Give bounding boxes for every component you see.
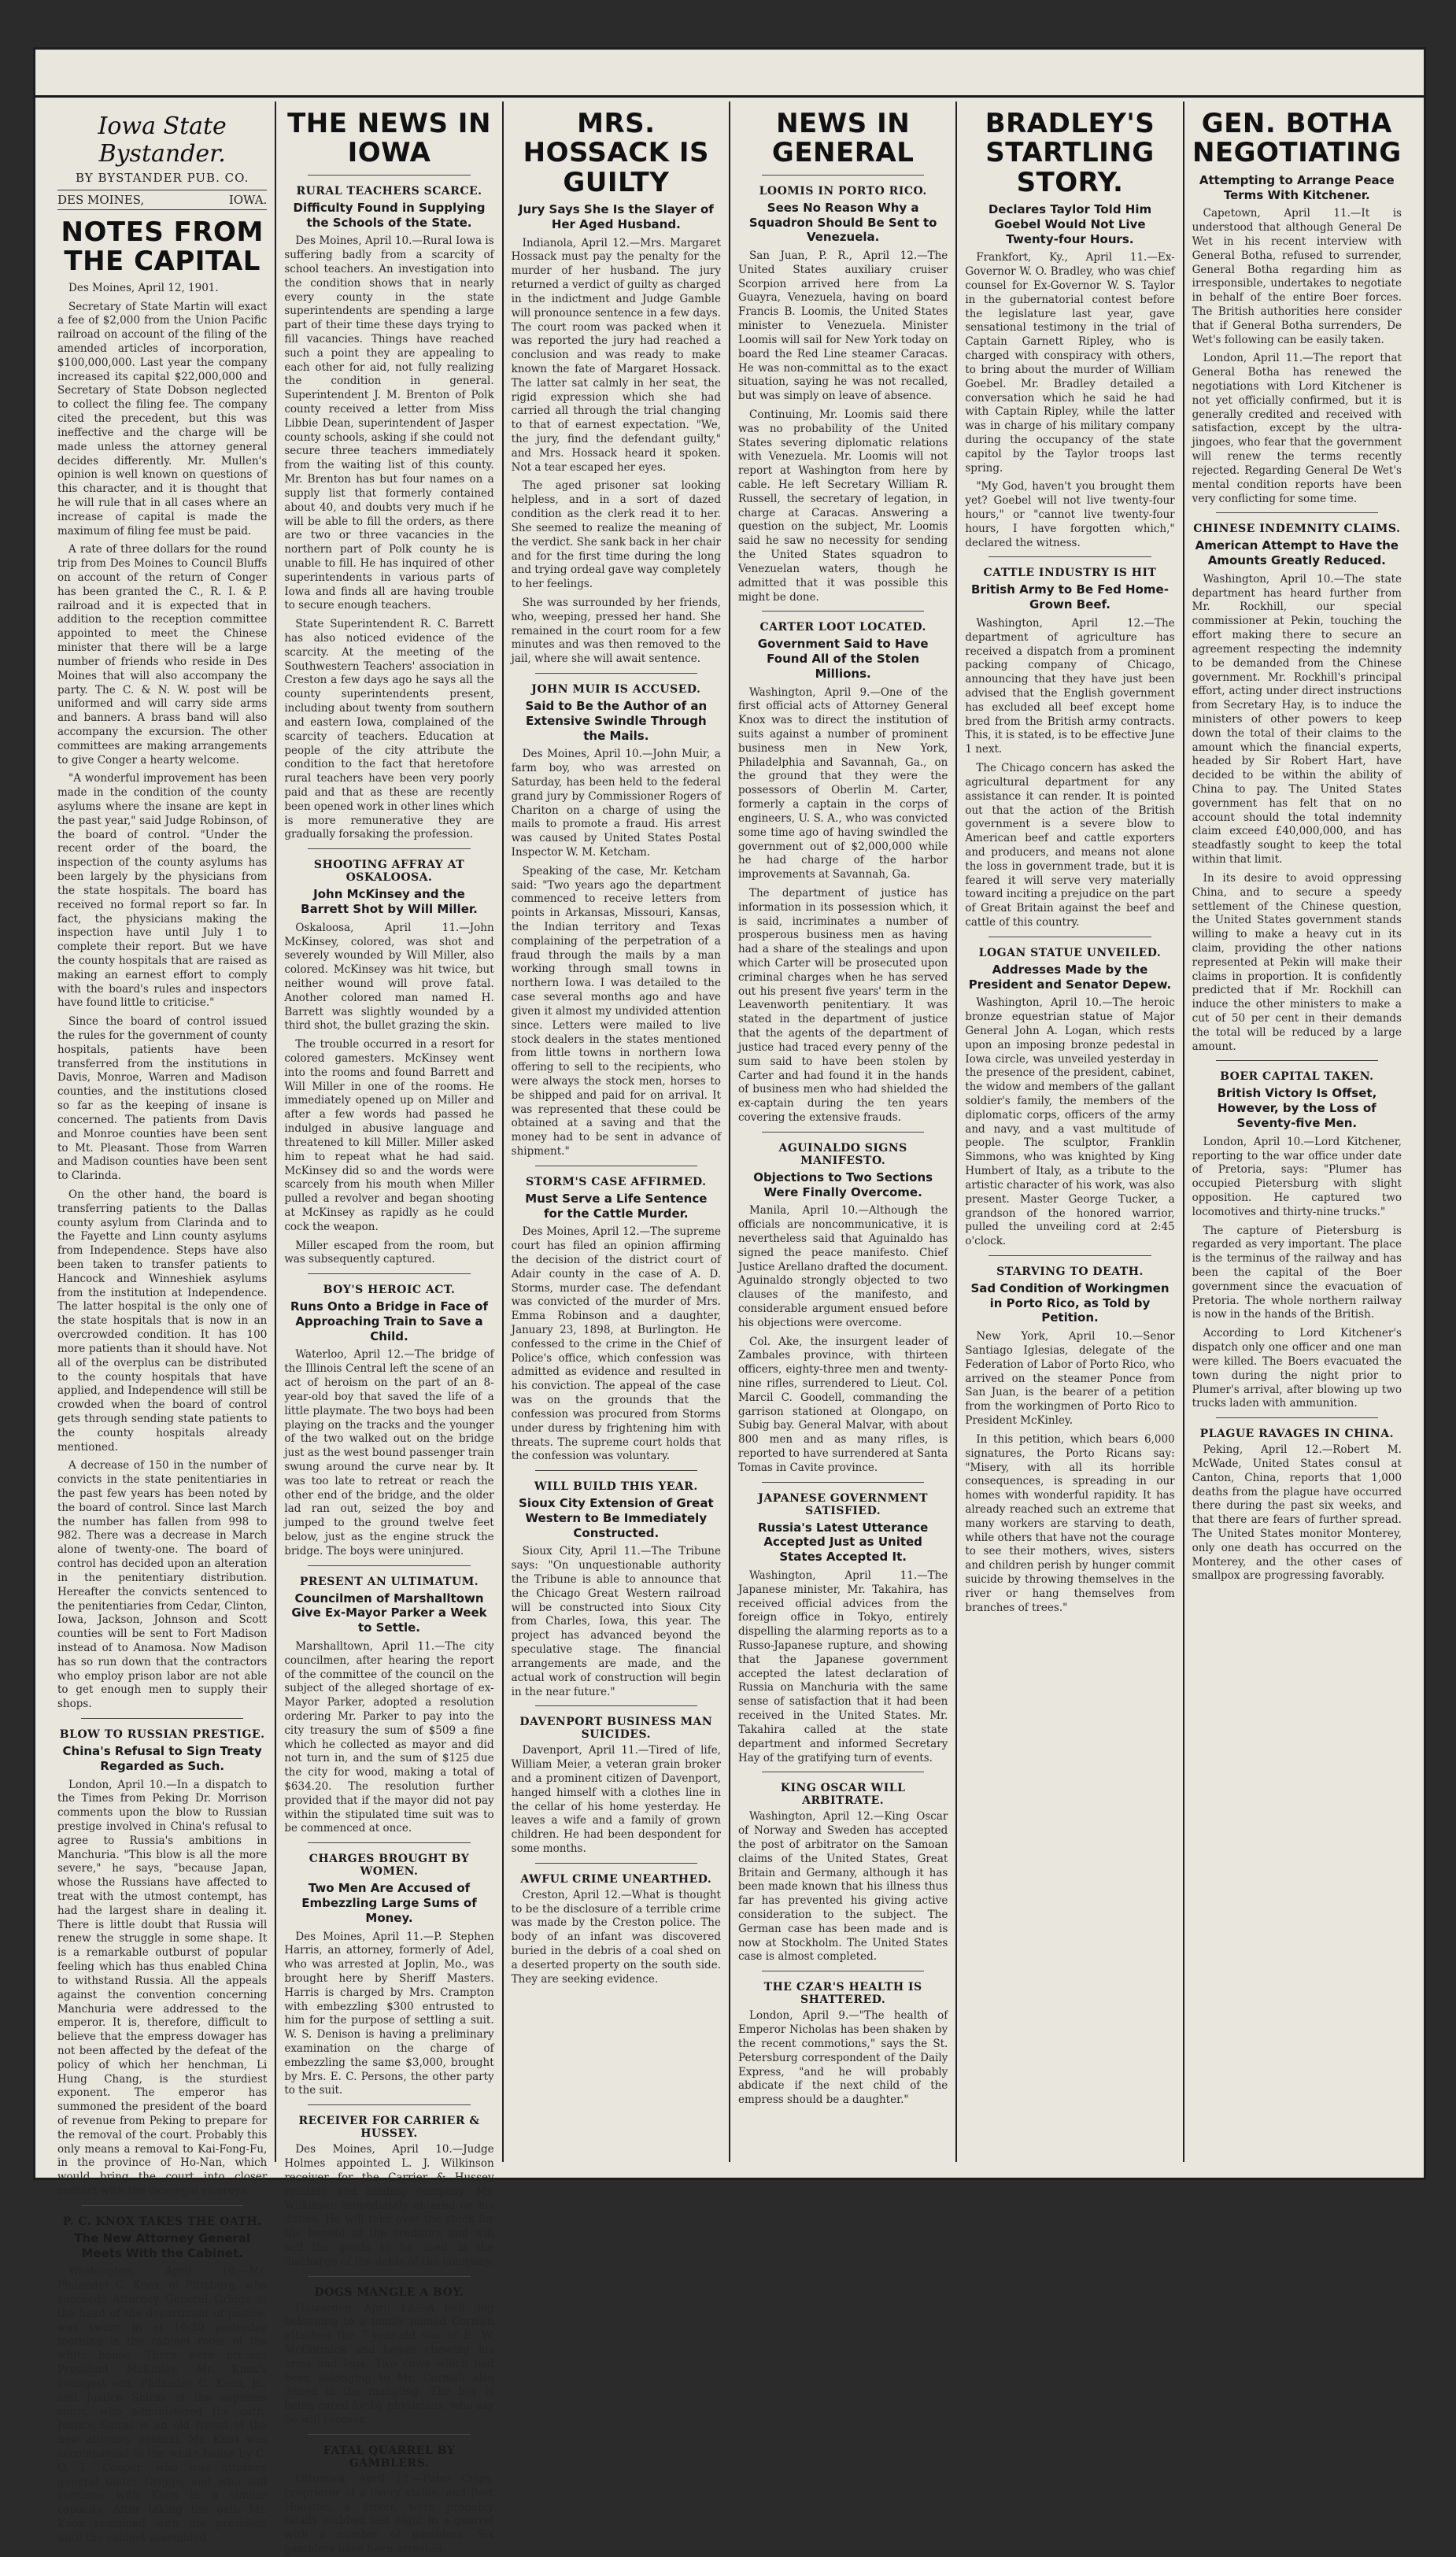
- section-title: JOHN MUIR IS ACCUSED.: [531, 683, 701, 697]
- section-title: BOER CAPITAL TAKEN.: [1220, 1070, 1374, 1084]
- column-6: [1184, 102, 1410, 2162]
- section-title: RURAL TEACHERS SCARCE.: [296, 184, 482, 198]
- section-divider: [989, 1255, 1151, 1256]
- article-paragraph: Waterloo, April 12.—The bridge of the Illinois Central left the scene of an act of heroism on the part of an 8-year-old boy that saved the life of a little playmate. The two boys had been playing on the tracks and the younger of the two walked out on the bridge just as the west bound passenger train swung around the curve near by. It was too late to retreat or reach the other end of the bridge, and the older lad ran out, seized the boy and jumped to the ground twelve feet below, just as the engine struck the bridge. The boys were uninjured.: [284, 1348, 494, 1557]
- section-divider: [535, 1705, 697, 1706]
- column-headline: GEN. BOTHA NEGOTIATING: [1192, 108, 1402, 169]
- section-subtitle: Must Serve a Life Sentence for the Cattle Murder.: [525, 1191, 708, 1221]
- column-2-body: [284, 109, 493, 2557]
- section-divider: [762, 1132, 924, 1133]
- article-paragraph: Washington, April 9.—One of the first official acts of Attorney General Knox was to direct the institution of suits against a number of prominent business men in New York, Philadelphia and Savannah, Ga., on the ground that they were the possessors of Oberlin M. Carter, formerly a captain in the corps of engineers, U. S. A., who was convicted some time ago of having swindled the government out of $2,000,000 while he had charge of the harbor improvements at Savannah, Ga.: [737, 685, 948, 881]
- masthead-publisher: BY BYSTANDER PUB. CO.: [76, 171, 249, 185]
- newspaper-page: [33, 47, 1426, 2555]
- column-4-body: [738, 109, 948, 2108]
- article-paragraph: Hawarden, April 12.—A bull dog belonging to a family named Cornish attacked the 7-year-old son of E. W. McCormick and began chewing his arms and legs. Two cows which had been belonging to Mr. Cornish also joined in the mangling. The boy is being cared for by physicians, who say he will recover.: [284, 2301, 494, 2427]
- article-paragraph: London, April 11.—The report that General Botha has renewed the negotiations with Lord Kitchener is not yet officially confirmed, but it is generally credited and received with satisfaction, except by the ultra-jingoes, who fear that the government will renew the terms recently rejected. Regarding General De Wet's mental condition reports have been very conflicting for some time.: [1192, 352, 1402, 505]
- section-title: STARVING TO DEATH.: [996, 1265, 1144, 1278]
- section-divider: [308, 2434, 470, 2435]
- article-paragraph: Des Moines, April 11.—P. Stephen Harris, an attorney, formerly of Adel, who was arrested at Joplin, Mo., was brought here by Sheriff Masters. Harris is charged by Mrs. Crampton with embezzling $300 entrusted to him for the purpose of settling a suit. W. S. Denison is having a preliminary examination on the charge of embezzling the same $3,000, brought by Mrs. E. C. Persons, the other party to the suit.: [284, 1930, 494, 2097]
- article-paragraph: According to Lord Kitchener's dispatch only one officer and one man were killed. The Boers evacuated the town during the night prior to Plumer's arrival, after blowing up two trucks laden with ammunition.: [1192, 1327, 1402, 1410]
- article-paragraph: San Juan, P. R., April 12.—The United States auxiliary cruiser Scorpion arrived here from La Guayra, Venezuela, having on board Francis B. Loomis, the United States minister to Venezuela. Minister Loomis will sail for New York today on board the Red Line steamer Caracas. He was non-committal as to the exact situation, saying he was not recalled, but was simply on leave of absence.: [737, 249, 948, 403]
- section-title: CHINESE INDEMNITY CLAIMS.: [1193, 523, 1401, 536]
- article-paragraph: Davenport, April 11.—Tired of life, William Meier, a veteran grain broker and a prominent citizen of Davenport, hanged himself with a clothes line in the cellar of his home yesterday. He leaves a wife and a family of grown children. He had been despondent for some months.: [511, 1744, 721, 1856]
- section-title: LOOMIS IN PORTO RICO.: [759, 184, 927, 198]
- article-paragraph: Manila, April 10.—Although the officials are noncommunicative, it is nevertheless said that Aguinaldo has signed the peace manifesto. Chief Justice Arellano drafted the document. Aguinaldo strongly objected to two clauses of the manifesto, and considerable argument ensued before his objections were overcome.: [737, 1204, 948, 1329]
- section-divider: [308, 848, 470, 849]
- section-divider: [308, 2276, 470, 2277]
- section-divider: [308, 1842, 470, 1843]
- section-title: AWFUL CRIME UNEARTHED.: [520, 1872, 712, 1886]
- masthead-city: DES MOINES,: [57, 193, 145, 207]
- article-paragraph: Speaking of the case, Mr. Ketcham said: "Two years ago the department commenced to receive letters from points in Arkansas, Missouri, Kansas, the Indian territory and Texas complaining of the perpetration of a fraud through the mails by a man working through small towns in northern Iowa. I was detailed to the case several months ago and have given it almost my undivided attention since. Letters were mailed to live stock dealers in the states mentioned from little towns in northern Iowa offering to sell to the recipients, who were always the stock men, horses to be shipped and paid for on arrival. It was represented that these could be obtained at a saving and that the money had to be sent in advance of shipment.": [511, 864, 721, 1158]
- column-3: [504, 102, 730, 2162]
- section-divider: [535, 673, 697, 674]
- section-divider: [762, 1482, 924, 1483]
- section-divider: [989, 556, 1151, 557]
- section-divider: [762, 611, 924, 612]
- section-subtitle: Addresses Made by the President and Senator Depew.: [968, 962, 1172, 992]
- article-paragraph: In this petition, which bears 6,000 signatures, the Porto Ricans say: "Misery, with all its horrible consequences, is spreading in our homes with wonderful rapidity. It has already reached such an extreme that many workers are starving to death, while others that have not the courage to see their mothers, wives, sisters and children perish by hunger commit suicide by throwing themselves in the river or hang themselves from branches of trees.": [965, 1432, 1175, 1614]
- section-subtitle: British Victory Is Offset, However, by the Loss of Seventy-five Men.: [1217, 1086, 1377, 1130]
- article-paragraph: "My God, haven't you brought them yet? Goebel will not live twenty-four hours," or "cannot live twenty-four hours, I have forgotten which," declared the witness.: [965, 480, 1175, 549]
- column-headline: NEWS IN GENERAL: [771, 108, 915, 169]
- article-paragraph: She was surrounded by her friends, who, weeping, pressed her hand. She remained in the court room for a few minutes and was then removed to the jail, where she will await sentence.: [511, 596, 721, 666]
- article-paragraph: Des Moines, April 10.—Rural Iowa is suffering badly from a scarcity of school teachers. An investigation into the condition shows that in nearly every county in the state superintendents are spending a large part of their time these days trying to fill vacancies. Things have reached such a point they are appealing to each other for aid, not fully realizing the condition in general. Superintendent J. M. Brenton of Polk county received a letter from Miss Libbie Dean, superintendent of Jasper county schools, asking if she could not secure three teachers immediately from the waiting list of this county. Mr. Brenton has but four names on a supply list that formerly contained about 40, and doubts very much if he will be able to fill the orders, as there are two or three vacancies in the northern part of Polk county he is unable to fill. He has inquired of other superintendents in various parts of Iowa and finds all are having trouble to secure enough teachers.: [284, 235, 494, 612]
- section-divider: [308, 2104, 470, 2105]
- article-paragraph: Washington, April 12.—King Oscar of Norway and Sweden has accepted the post of arbitrator on the Samoan claims of the United States, Great Britain and Germany, although it has been made known that his illness thus far has prevented his giving active consideration to the subject. The German case has been made and is now at Stockholm. The United States case is almost completed.: [737, 1810, 948, 1964]
- article-paragraph: Sioux City, April 11.—The Tribune says: "On unquestionable authority the Tribune is able to announce that the Chicago Great Western railroad will be constructed into Sioux City from Charles, Iowa, this year. The project has advanced beyond the speculative stage. The financial arrangements are made, and the actual work of construction will begin in the near future.": [511, 1545, 721, 1698]
- section-title: CARTER LOOT LOCATED.: [759, 621, 926, 634]
- article-paragraph: Continuing, Mr. Loomis said there was no probability of the United States severing diplomatic relations with Venezuela. Mr. Loomis will not report at Washington from here by cable. He left Secretary William R. Russell, the secretary of legation, in charge at Caracas. Answering a question on the subject, Mr. Loomis said he saw no necessity for sending the United States squadron to Venezuelan waters, though he admitted that it was possible this might be done.: [737, 408, 948, 604]
- section-title: FATAL QUARREL BY GAMBLERS.: [323, 2444, 456, 2470]
- section-divider: [1216, 1060, 1378, 1061]
- column-3-body: [512, 109, 721, 1987]
- section-title: THE CZAR'S HEALTH IS SHATTERED.: [763, 1981, 922, 2007]
- article-paragraph: Washington, April 12.—The department of agriculture has received a dispatch from a prominent packing company of Chicago, announcing that they have just been advised that the English government has excluded all beef except home bred from the British army contracts. This, it is stated, is to be effective June 1 next.: [965, 616, 1175, 756]
- article-paragraph: In its desire to avoid oppressing China, and to secure a speedy settlement of the Chinese question, the United States government stands willing to make a heavy cut in its claim, providing the other nations represented at Pekin will make their claims in proportion. It is confidently predicted that if Mr. Rockhill can induce the other ministers to make a cut of 50 per cent in their demands the total will be reduced by a large amount.: [1192, 871, 1402, 1053]
- article-paragraph: The department of justice has information in its possession which, it is said, incriminates a number of prosperous business men as having had a share of the stealings and upon which Carter will be prosecuted upon criminal charges when he has served out his present five years' term in the Leavenworth penitentiary. It was stated in the department of justice that the agents of the department of justice had traced every penny of the sum said to have been stolen by Carter and had found it in the hands of business men who had shielded the ex-captain during the ten years covering the extensive frauds.: [737, 886, 948, 1124]
- section-subtitle: Runs Onto a Bridge in Face of Approaching Train to Save a Child.: [290, 1299, 488, 1343]
- section-title: PLAGUE RAVAGES IN CHINA.: [1199, 1428, 1394, 1441]
- article-paragraph: Des Moines, April 10.—Judge Holmes appointed L. J. Wilkinson receiver for the Carrier & Hussey printing and binding company. Mr. Wilkinson immediately entered on his duties. He will take over the stock for the benefit of the creditors and will sell the goods to be used in the discharge of the debts of the company.: [284, 2143, 494, 2268]
- article-paragraph: London, April 10.—In a dispatch to the Times from Peking Dr. Morrison comments upon the blow to Russian prestige involved in China's refusal to agree to Russia's ambitions in Manchuria. "This blow is all the more severe," he says, "because Japan, whose the Russians have affected to treat with the utmost contempt, has had the largest share in dealing it. There is little doubt that Russia will renew the struggle in some shape. It is a remarkable outburst of popular feeling which has thus enabled China to withstand Russia. All the appeals against the convention concerning Manchuria were addressed to the emperor. It is, therefore, difficult to believe that the empress dowager has not been affected by the defeat of the policy of which her henchman, Li Hung Chang, is the sturdiest exponent. The emperor has summoned the president of the board of revenue from Peking to prepare for the removal of the court. Probably this only means a removal to Kai-Fong-Fu, in the province of Ho-Nan, which would bring the court into closer contact with the viceregal viceroys.: [57, 1778, 268, 2198]
- section-divider: [81, 2205, 243, 2206]
- section-title: DOGS MANGLE A BOY.: [314, 2285, 464, 2299]
- section-title: STORM'S CASE AFFIRMED.: [526, 1175, 707, 1188]
- column-headline: NOTES FROM THE CAPITAL: [61, 216, 264, 278]
- article-paragraph: Washington, April 10.—Mr. Philander C. Knox, of Pittsburg, who succeeds Attorney General Griggs at the head of the department of justice, was sworn in at 10:30 yesterday morning in the cabinet room of the white house. There were present President McKinley, Mr. Knox's youngest son, Philander C. Knox, Jr., and Justice Shiras of the supreme court, who administered the oath. Justice Shiras is an old friend of the new attorney general. Mr. Knox was accompanied to the white house by C. O. L. Cooper, who was attorney general under Griggs, and who will continue with Knox in a similar capacity. After taking the oath Mr. Knox remained with the president until the cabinet assembled.: [57, 2265, 268, 2544]
- section-divider: [535, 1470, 697, 1471]
- article-paragraph: The Chicago concern has asked the agricultural department for any assistance it can render. It is pointed out that the action of the British government is a severe blow to American beef and cattle exporters and producers, and means not alone the loss in government trade, but it is feared it will serve very materially toward inciting a prejudice on the part of Great Britain against the beef and cattle of this country.: [965, 762, 1175, 929]
- article-paragraph: Ottumwa, April 12.—Peter Crips, proprietor of a livery stable, and Bert Houston, a driver, were probably fatally stabbed last night in a quarrel with a number of gamblers. Six gamblers have been arrested.: [284, 2472, 494, 2555]
- column-5: [957, 102, 1184, 2162]
- section-divider: [308, 1565, 470, 1566]
- article-paragraph: Since the board of control issued the rules for the government of county hospitals, patients have been transferred from the institutions in Davis, Monroe, Warren and Madison counties, and the institutions closed so far as the keeping of insane is concerned. The patients from Davis and Monroe counties have been sent to Mt. Pleasant. Those from Warren and Madison counties have been sent to Clarinda.: [57, 1015, 268, 1183]
- article-paragraph: New York, April 10.—Senor Santiago Iglesias, delegate of the Federation of Labor of Porto Rico, who arrived on the steamer Ponce from San Juan, is the bearer of a petition from the workingmen of Porto Rico to President McKinley.: [965, 1330, 1175, 1428]
- article-paragraph: A rate of three dollars for the round trip from Des Moines to Council Bluffs on account of the return of Conger has been granted the C., R. I. & P. railroad and it is expected that in addition to the reception committee appointed to meet the Chinese minister that there will be a large number of friends who reside in Des Moines that will also accompany the party. The C. & N. W. post will be uniformed and will carry side arms and banners. A brass band will also accompany the excursion. The other committees are making arrangements to give Conger a hearty welcome.: [57, 543, 268, 767]
- section-divider: [308, 175, 470, 176]
- article-paragraph: Washington, April 11.—The Japanese minister, Mr. Takahira, has received official advices from the foreign office in Tokyo, entirely dispelling the alarming reports as to a Russo-Japanese rupture, and showing that the Japanese government accepted the latest declaration of Russia on Manchuria with the same sense of satisfaction that it had been received in the United States. Mr. Takahira called at the state department and informed Secretary Hay of the gratifying turn of events.: [737, 1569, 948, 1764]
- section-title: JAPANESE GOVERNMENT SATISFIED.: [758, 1491, 929, 1517]
- article-paragraph: Des Moines, April 12, 1901.: [68, 281, 219, 294]
- column-subhead: Declares Taylor Told Him Goebel Would Not Live Twenty-four Hours.: [988, 202, 1152, 246]
- section-title: KING OSCAR WILL ARBITRATE.: [780, 1782, 906, 1808]
- columns-container: [50, 102, 1410, 2555]
- article-paragraph: "A wonderful improvement has been made in the condition of the county asylums where the insane are kept in the past year," said Judge Robinson, of the board of control. "Under the recent order of the board, the inspection of the county asylums has been largely by the physicians from the state hospitals. The board has received no formal report so far. In fact, the physicians making the inspection have until July 1 to complete their report. But we have the county hospitals that are raised as making an earnest effort to comply with the board's rules and inspectors have found little to criticise.": [57, 772, 268, 1010]
- article-paragraph: On the other hand, the board is transferring patients to the Dallas county asylum from Clarinda and to the Fayette and Linn county asylums from Independence. Steps have also been taken to transfer patients to Hancock and Winneshiek asylums from the institution at Independence. The latter hospital is the only one of the state hospitals that is now in an overcrowded condition. It has 100 more patients than it should have. Not all of the overplus can be distributed to the county hospitals that have applied, and Independence will still be crowded when the board of control gets through sending state patients to the county hospitals already mentioned.: [57, 1188, 268, 1454]
- article-paragraph: Washington, April 10.—The state department has heard further from Mr. Rockhill, our special commissioner at Pekin, touching the effort making there to secure an agreement respecting the indemnity to be demanded from the Chinese government. Mr. Rockhill's principal effort, acting under direct instructions from Secretary Hay, is to induce the ministers of other powers to keep down the total of their claims to the amount which the financial experts, headed by Sir Robert Hart, have decided to be within the ability of China to pay. The United States government has felt that on no account should the total indemnity claim exceed £40,000,000, and has steadfastly sought to keep the total within that limit.: [1192, 572, 1402, 866]
- article-paragraph: Capetown, April 11.—It is understood that although General De Wet in his recent interview with General Botha, refused to surrender, General Botha regarding him as irresponsible, undertakes to negotiate in behalf of the entire Boer forces. The British authorities here consider that if General Botha surrenders, De Wet's following can be easily taken.: [1192, 207, 1402, 346]
- section-divider: [535, 1863, 697, 1864]
- masthead-dateline: [57, 190, 267, 210]
- section-subtitle: Difficulty Found in Supplying the Schools of the State.: [293, 200, 486, 230]
- article-paragraph: State Superintendent R. C. Barrett has also noticed evidence of the scarcity. At the meeting of the Southwestern Teachers' association in Creston a few days ago he says all the county superintendents present, including about twenty from southern and eastern Iowa, complained of the scarcity of teachers. Education at people of the city attribute the condition to the fact that heretofore rural teachers have been very poorly paid and that as these are recently been opened work in other lines which is more remunerative they are gradually forsaking the profession.: [284, 618, 494, 841]
- column-1-body: [57, 218, 267, 2546]
- column-6-body: [1192, 109, 1402, 1583]
- section-subtitle: Russia's Latest Utterance Accepted Just as United States Accepted It.: [757, 1520, 929, 1565]
- section-title: BOY'S HEROIC ACT.: [323, 1284, 456, 1297]
- section-subtitle: Sioux City Extension of Great Western to Be Immediately Constructed.: [519, 1496, 714, 1540]
- top-rule: [35, 95, 1424, 98]
- article-paragraph: Washington, April 10.—The heroic bronze equestrian statue of Major General John A. Logan, which rests upon an imposing bronze pedestal in Iowa circle, was unveiled yesterday in the presence of the president, cabinet, the widow and members of the gallant soldier's family, the members of the diplomatic corps, officers of the army and navy, and a vast multitude of people. The sculptor, Franklin Simmons, who was knighted by King Humbert of Italy, as a tribute to the artistic character of his work, was also present. Master George Tucker, a grandson of the honored warrior, pulled the unveiling cord at 2:45 o'clock.: [965, 996, 1175, 1248]
- article-paragraph: A decrease of 150 in the number of convicts in the state penitentiaries in the past few years has been noted by the board of control. Since last March the number has fallen from 998 to 982. There was a decrease in March alone of twenty-one. The board of control has decided upon an alteration in the penitentiary distribution. Hereafter the convicts sentenced to the penitentiaries from Cedar, Clinton, Iowa, Jackson, Johnson and Scott counties will be sent to Fort Madison instead of to Anamosa. Now Madison has so run down that the contractors who employ prison labor are not able to get enough men to supply their shops.: [57, 1459, 268, 1711]
- section-title: RECEIVER FOR CARRIER & HUSSEY.: [298, 2115, 480, 2141]
- section-subtitle: Two Men Are Accused of Embezzling Large Sums of Money.: [301, 1881, 477, 1925]
- section-subtitle: Sees No Reason Why a Squadron Should Be Sent to Venezuela.: [748, 200, 937, 245]
- column-subhead: Attempting to Arrange Peace Terms With Kitchener.: [1199, 172, 1395, 202]
- section-divider: [308, 1273, 470, 1274]
- section-divider: [81, 1718, 243, 1719]
- section-title: CATTLE INDUSTRY IS HIT: [983, 567, 1157, 580]
- section-title: WILL BUILD THIS YEAR.: [534, 1480, 698, 1494]
- column-subhead: Jury Says She Is the Slayer of Her Aged Husband.: [518, 202, 714, 231]
- section-divider: [762, 175, 924, 176]
- section-divider: [1216, 1417, 1378, 1418]
- article-paragraph: London, April 9.—"The health of Emperor Nicholas has been shaken by the recent commotions," says the St. Petersburg correspondent of the Daily Express, "and he will probably abdicate if the next child of the empress should be a daughter.": [737, 2009, 948, 2107]
- section-subtitle: American Attempt to Have the Amounts Greatly Reduced.: [1195, 538, 1399, 568]
- article-paragraph: The trouble occurred in a resort for colored gamesters. McKinsey went into the rooms and found Barrett and Will Miller in one of the rooms. He immediately opened up on Miller and after a few words had passed he indulged in abusive language and threatened to kill Miller. Miller asked him to repeat what he had said. McKinsey did so and the words were scarcely from his mouth when Miller pulled a revolver and began shooting at McKinsey as rapidly as he could cock the weapon.: [284, 1038, 494, 1233]
- masthead-title: Iowa State Bystander.: [98, 113, 227, 168]
- column-headline: BRADLEY'S STARTLING STORY.: [985, 108, 1155, 198]
- section-subtitle: The New Attorney General Meets With the Cabinet.: [74, 2230, 250, 2260]
- article-paragraph: London, April 10.—Lord Kitchener, reporting to the war office under date of Pretoria, says: "Plumer has occupied Pietersburg with slight opposition. He captured two locomotives and thirty-nine trucks.": [1192, 1135, 1402, 1218]
- section-title: DAVENPORT BUSINESS MAN SUICIDES.: [519, 1716, 713, 1742]
- article-paragraph: Oskaloosa, April 11.—John McKinsey, colored, was shot and severely wounded by Will Miller, also colored. McKinsey was hit twice, but neither wound will prove fatal. Another colored man named H. Barrett was slightly wounded by a third shot, the bullet grazing the skin.: [284, 921, 494, 1033]
- section-subtitle: British Army to Be Fed Home-Grown Beef.: [971, 582, 1169, 612]
- article-paragraph: Col. Ake, the insurgent leader of Zambales province, with thirteen officers, eighty-three men and twenty-nine rifles, surrendered to Lieut. Col. Marcil C. Goodell, commanding the garrison stationed at Olongapo, on Subig bay. General Malvar, with about 800 men and as many rifles, is reported to have surrendered at Santa Tomas in Cavite province.: [737, 1335, 948, 1474]
- section-subtitle: Said to Be the Author of an Extensive Swindle Through the Mails.: [525, 699, 708, 743]
- section-subtitle: Councilmen of Marshalltown Give Ex-Mayor Parker a Week to Settle.: [291, 1591, 487, 1635]
- article-paragraph: Creston, April 12.—What is thought to be the disclosure of a terrible crime was made by the Creston police. The body of an infant was discovered buried in the debris of a coal shed on a deserted property on the south side. They are seeking evidence.: [511, 1888, 721, 1986]
- column-headline: THE NEWS IN IOWA: [287, 108, 491, 169]
- column-1: [50, 102, 276, 2544]
- section-title: CHARGES BROUGHT BY WOMEN.: [309, 1853, 470, 1879]
- masthead-state: IOWA.: [228, 193, 268, 207]
- section-subtitle: China's Refusal to Sign Treaty Regarded as Such.: [62, 1744, 262, 1773]
- column-5-body: [965, 109, 1174, 1615]
- section-subtitle: Sad Condition of Workingmen in Porto Rico, as Told by Petition.: [970, 1280, 1170, 1325]
- section-divider: [1216, 512, 1378, 513]
- section-subtitle: John McKinsey and the Barrett Shot by Will Miller.: [301, 887, 478, 916]
- section-title: P. C. KNOX TAKES THE OATH.: [62, 2215, 262, 2228]
- column-4: [730, 102, 957, 2162]
- section-title: LOGAN STATUE UNVEILED.: [978, 946, 1162, 959]
- article-paragraph: Peking, April 12.—Robert M. McWade, United States consul at Canton, China, reports that 1,000 deaths from the plague have occurred there during the past six weeks, and that there are fears of further spread. The United States monitor Monterey, only one death has occurred on the Monterey, and the other cases of smallpox are progressing favorably.: [1192, 1443, 1402, 1583]
- section-title: AGUINALDO SIGNS MANIFESTO.: [778, 1141, 907, 1167]
- article-paragraph: Miller escaped from the room, but was subsequently captured.: [284, 1239, 494, 1266]
- article-paragraph: Des Moines, April 10.—John Muir, a farm boy, who was arrested on Saturday, has been held to the federal grand jury by Commissioner Rogers of Chariton on a charge of using the mails to promote a fraud. His arrest was caused by United States Postal Inspector W. M. Ketcham.: [511, 748, 721, 859]
- section-subtitle: Objections to Two Sections Were Finally Overcome.: [753, 1169, 933, 1199]
- section-title: PRESENT AN ULTIMATUM.: [299, 1575, 479, 1588]
- article-paragraph: Frankfort, Ky., April 11.—Ex-Governor W. O. Bradley, who was chief counsel for Ex-Governor W. S. Taylor in the gubernatorial contest before the legislature last year, gave sensational testimony in the trial of Captain Garnett Ripley, who is charged with conspiracy with others, to bring about the murder of William Goebel. Mr. Bradley detailed a conversation which he said he had with Captain Ripley, while the latter was in charge of his military company during the occupancy of the state capitol by the Taylor troops last spring.: [965, 251, 1175, 475]
- article-paragraph: The aged prisoner sat looking helpless, and in a sort of dazed condition as the clerk read it to her. She seemed to realize the meaning of the verdict. She sank back in her chair and for the first time during the long and trying ordeal gave way completely to her feelings.: [511, 479, 721, 591]
- article-paragraph: The capture of Pietersburg is regarded as very important. The place is the terminus of the railway and has been the capital of the Boer government since the evacuation of Pretoria. The whole northern railway is now in the hands of the British.: [1192, 1224, 1402, 1321]
- section-subtitle: Government Said to Have Found All of the Stolen Millions.: [757, 637, 929, 681]
- section-title: SHOOTING AFFRAY AT OSKALOOSA.: [313, 859, 465, 885]
- column-headline: MRS. HOSSACK IS GUILTY: [523, 108, 710, 198]
- article-paragraph: Des Moines, April 12.—The supreme court has filed an opinion affirming the decision of the district court of Adair county in the case of A. D. Storms, murder case. The defendant was convicted of the murder of Mrs. Emma Robinson and a daughter, January 23, 1898, at Burlington. He confessed to the crime in the Chief of Police's office, which confession was admitted as evidence and resulted in his conviction. The appeal of the case was on the grounds that the confession was procured from Storms under duress by frightening him with threats. The supreme court holds that the confession was voluntary.: [511, 1225, 721, 1463]
- article-paragraph: Marshalltown, April 11.—The city councilmen, after hearing the report of the committee of the council on the subject of the alleged shortage of ex-Mayor Parker, adopted a resolution ordering Mr. Parker to pay into the city treasury the sum of $509 a fine which he collected as mayor and did not turn in, and the sum of $125 due the city for wood, making a total of $634.20. The resolution further provided that if the mayor did not pay within the stipulated time suit was to be commenced at once.: [284, 1639, 494, 1835]
- article-paragraph: Indianola, April 12.—Mrs. Margaret Hossack must pay the penalty for the murder of her husband. The jury returned a verdict of guilty as charged in the indictment and Judge Gamble will pronounce sentence in a few days. The court room was packed when it was reported the jury had reached a conclusion and was ready to make known the fate of Margaret Hossack. The latter sat calmly in her seat, the rigid expression which she had carried all through the trial changing to that of earnest expectation. "We, the jury, find the defendant guilty," and Mrs. Hossack heard it spoken. Not a tear escaped her eyes.: [511, 236, 721, 474]
- article-paragraph: Secretary of State Martin will exact a fee of $2,000 from the Union Pacific railroad on account of the filing of the amended articles of incorporation, $100,000,000. Last year the company increased its capital $22,000,000 and Secretary of State Dobson neglected to collect the filing fee. The company cited the precedent, but this was ineffective and the charge will be made unless the attorney general decides differently. Mr. Mullen's opinion is well known on questions of this character, and it is thought that he will rule that in all cases where an increase of capital is made the maximum of filing fee must be paid.: [57, 300, 268, 538]
- column-2: [276, 102, 503, 2555]
- section-title: BLOW TO RUSSIAN PRESTIGE.: [59, 1728, 265, 1742]
